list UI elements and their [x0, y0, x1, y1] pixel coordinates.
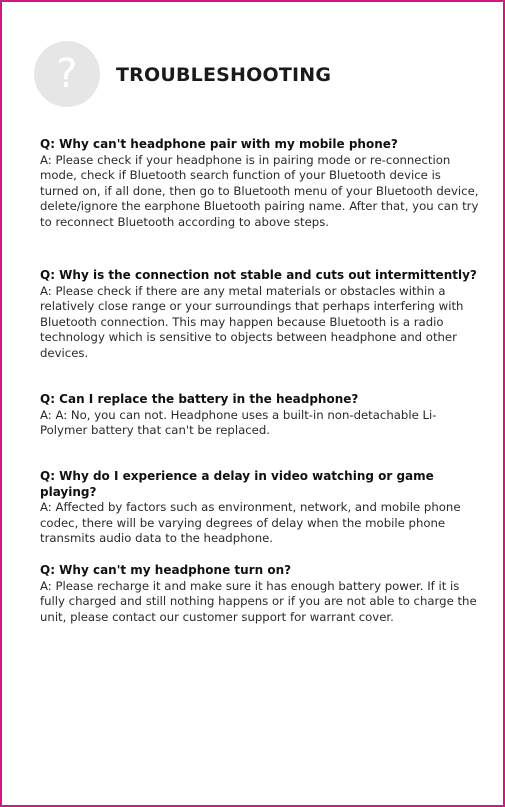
faq-answer: A: A: No, you can not. Headphone uses a built-in non-detachable Li-Polymer battery that can't be replaced.: [40, 407, 437, 438]
section-header: [34, 40, 331, 108]
faq-item: [40, 469, 480, 563]
faq-item: [40, 268, 480, 392]
page-title: TROUBLESHOOTING: [116, 64, 332, 86]
faq-item: [40, 563, 480, 625]
faq-answer: A: Please recharge it and make sure it has enough battery power. If it is fully charged and still nothing happens or if you are not able to charge the unit, please contact our customer support for warrant cover.: [40, 578, 477, 624]
faq-question: Q: Why can't my headphone turn on?: [40, 563, 292, 577]
faq-answer: A: Please check if your headphone is in pairing mode or re-connection mode, check if Bluetooth search function of your Bluetooth device is turned on, if all done, then go to Bluetooth menu of your Bluetooth device, delete/ignore the earphone Bluetooth pairing name. After that, you can try to reconnect Bluetooth according to above steps.: [40, 152, 479, 229]
faq-question: Q: Why is the connection not stable and cuts out intermittently?: [40, 268, 477, 282]
faq-item: [40, 392, 480, 469]
faq-question: Q: Why can't headphone pair with my mobile phone?: [40, 137, 398, 151]
faq-answer: A: Affected by factors such as environment, network, and mobile phone codec, there will be varying degrees of delay when the mobile phone transmits audio data to the headphone.: [40, 500, 461, 546]
faq-item: [40, 137, 480, 268]
question-mark-glyph: ?: [56, 51, 78, 97]
faq-question: Q: Can I replace the battery in the headphone?: [40, 392, 359, 406]
question-mark-icon: [34, 41, 100, 107]
faq-list: [40, 137, 480, 625]
faq-question: Q: Why do I experience a delay in video watching or game playing?: [40, 469, 434, 499]
faq-answer: A: Please check if there are any metal materials or obstacles within a relatively close range or your surroundings that perhaps interfering with Bluetooth connection. This may happen because Bluetooth is a radio technology which is sensitive to objects between headphone and other devices.: [40, 283, 464, 360]
